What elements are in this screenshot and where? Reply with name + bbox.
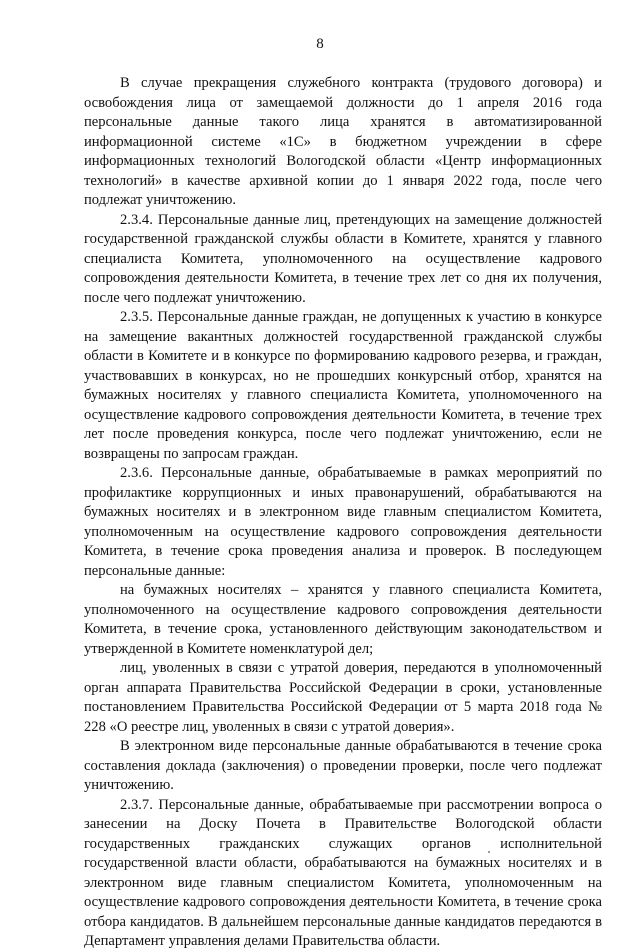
- paragraph-paper-media: на бумажных носителях – хранятся у главного специалиста Комитета, уполномоченного на осуществление кадрового сопровождения деятельности Комитета, в течение срока, установленного действующим законодательством и утвержденной в Комитете номенклатурой дел;: [84, 582, 602, 657]
- paragraph-2-3-6: 2.3.6. Персональные данные, обрабатываемые в рамках мероприятий по профилактике коррупционных и иных правонарушений, обрабатываются на бумажных носителях и в электронном виде главным специалистом Комитета, уполномоченным на осуществление кадрового сопровождения деятельности Комитета, в течение срока проведения анализа и проверок. В последующем персональные данные:: [84, 465, 602, 579]
- scan-speck: [488, 851, 490, 853]
- paragraph-dismissed-persons: лиц, уволенных в связи с утратой доверия, передаются в уполномоченный орган аппарата Правительства Российской Федерации в сроки, установленные постановлением Правительства Российской Федерации от 5 марта 2018 года № 228 «О реестре лиц, уволенных в связи с утратой доверия».: [84, 660, 602, 735]
- page-number: 8: [316, 36, 324, 52]
- document-body: [84, 74, 602, 952]
- paragraph-archive-copy: В случае прекращения служебного контракта (трудового договора) и освобождения лица от замещаемой должности до 1 апреля 2016 года персональные данные такого лица хранятся в автоматизированной информационной системе «1С» в бюджетном учреждении в сфере информационных технологий Вологодской области «Центр информационных технологий» в качестве архивной копии до 1 января 2022 года, после чего подлежат уничтожению.: [84, 75, 602, 208]
- paragraph-2-3-4: 2.3.4. Персональные данные лиц, претендующих на замещение должностей государственной гражданской службы области в Комитете, хранятся у главного специалиста Комитета, уполномоченного на осуществление кадрового сопровождения деятельности Комитета, в течение трех лет со дня их получения, после чего подлежат уничтожению.: [84, 211, 602, 306]
- paragraph-2-3-5: 2.3.5. Персональные данные граждан, не допущенных к участию в конкурсе на замещение вакантных должностей государственной гражданской службы области в Комитете и в конкурсе по формированию кадрового резерва, и граждан, участвовавших в конкурсах, но не прошедших конкурсный отбор, хранятся на бумажных носителях у главного специалиста Комитета, уполномоченного на осуществление кадрового сопровождения деятельности Комитета, в течение трех лет после проведения конкурса, после чего подлежат уничтожению, если не возвращены по запросам граждан.: [84, 309, 602, 462]
- paragraph-electronic-form: В электронном виде персональные данные обрабатываются в течение срока составления доклада (заключения) о проведении проверки, после чего подлежат уничтожению.: [84, 738, 602, 793]
- paragraph-2-3-7: 2.3.7. Персональные данные, обрабатываемые при рассмотрении вопроса о занесении на Доску Почета в Правительстве Вологодской области государственных гражданских служащих органов исполнительной государственной власти области, обрабатываются на бумажных носителях и в электронном виде главным специалистом Комитета, уполномоченным на осуществление кадрового сопровождения деятельности Комитета, в течение срока отбора кандидатов. В дальнейшем персональные данные кандидатов передаются в Департамент управления делами Правительства области.: [84, 796, 602, 949]
